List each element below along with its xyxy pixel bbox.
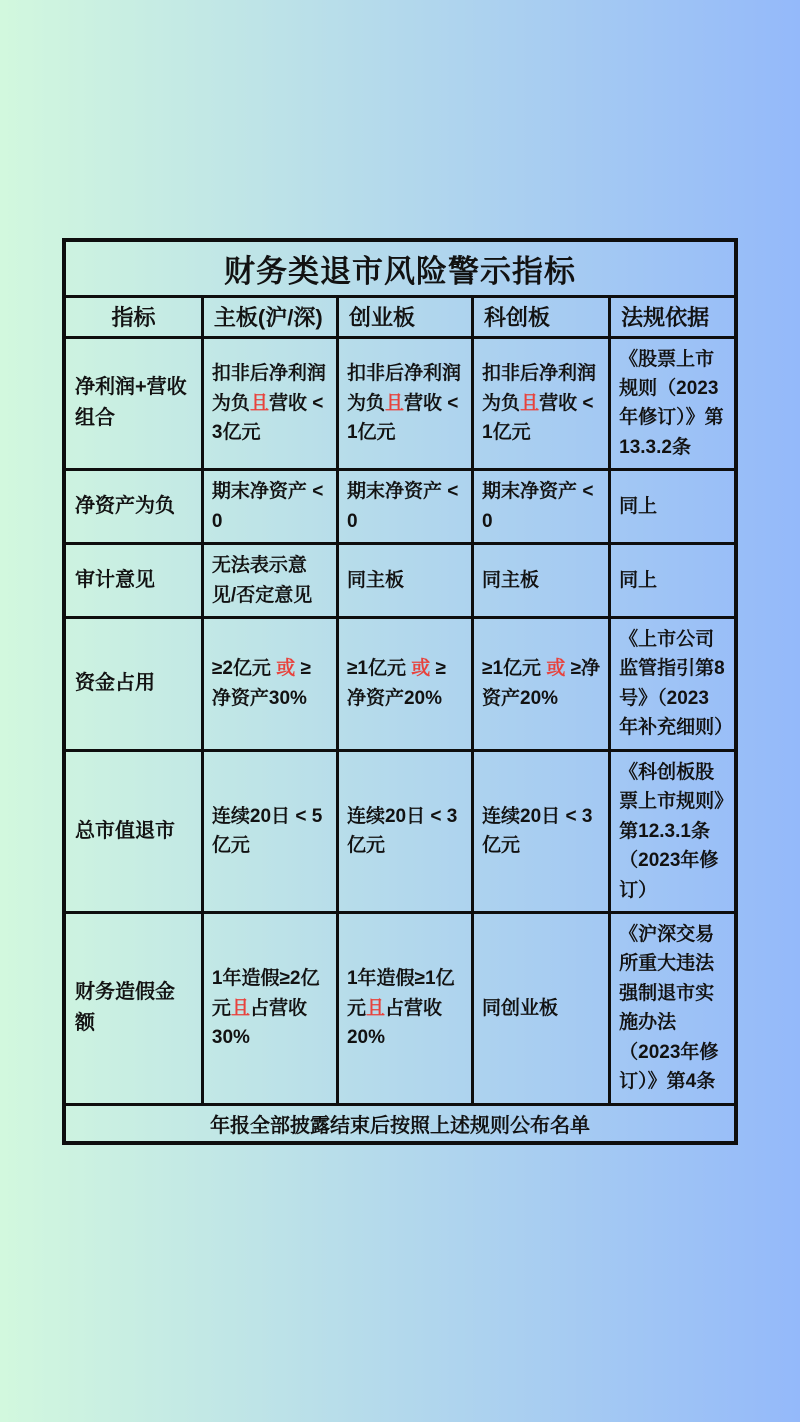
cell-mainboard: 1年造假≥2亿元且占营收30% xyxy=(202,912,337,1104)
cell-star-market: 连续20日 < 3亿元 xyxy=(473,750,610,912)
cell-legal-basis: 《科创板股票上市规则》第12.3.1条（2023年修订） xyxy=(610,750,736,912)
cell-legal-basis: 同上 xyxy=(610,470,736,544)
cell-star-market: 扣非后净利润为负且营收 < 1亿元 xyxy=(473,337,610,470)
row-label: 资金占用 xyxy=(64,618,202,751)
column-header-star-market: 科创板 xyxy=(473,296,610,337)
table-row xyxy=(64,470,736,544)
row-label: 财务造假金额 xyxy=(64,912,202,1104)
cell-mainboard: 无法表示意见/否定意见 xyxy=(202,544,337,618)
cell-chinext: 同主板 xyxy=(337,544,472,618)
cell-chinext: ≥1亿元 或 ≥净资产20% xyxy=(337,618,472,751)
table-row xyxy=(64,618,736,751)
table-header-row xyxy=(64,296,736,337)
cell-chinext: 连续20日 < 3亿元 xyxy=(337,750,472,912)
cell-mainboard: 连续20日 < 5亿元 xyxy=(202,750,337,912)
cell-chinext: 期末净资产 < 0 xyxy=(337,470,472,544)
row-label: 审计意见 xyxy=(64,544,202,618)
cell-chinext: 1年造假≥1亿元且占营收20% xyxy=(337,912,472,1104)
cell-chinext: 扣非后净利润为负且营收 < 1亿元 xyxy=(337,337,472,470)
cell-star-market: 期末净资产 < 0 xyxy=(473,470,610,544)
column-header-indicator: 指标 xyxy=(64,296,202,337)
table-title: 财务类退市风险警示指标 xyxy=(64,240,736,296)
table-row xyxy=(64,337,736,470)
table-row xyxy=(64,544,736,618)
cell-legal-basis: 《沪深交易所重大违法强制退市实施办法（2023年修订）》第4条 xyxy=(610,912,736,1104)
indicator-table xyxy=(62,238,738,1145)
cell-star-market: 同主板 xyxy=(473,544,610,618)
cell-legal-basis: 《上市公司监管指引第8号》（2023年补充细则） xyxy=(610,618,736,751)
cell-legal-basis: 《股票上市规则（2023年修订）》第13.3.2条 xyxy=(610,337,736,470)
table-footer-row xyxy=(64,1104,736,1143)
column-header-mainboard: 主板(沪/深) xyxy=(202,296,337,337)
column-header-chinext: 创业板 xyxy=(337,296,472,337)
cell-mainboard: 期末净资产 < 0 xyxy=(202,470,337,544)
cell-star-market: 同创业板 xyxy=(473,912,610,1104)
cell-mainboard: 扣非后净利润为负且营收 < 3亿元 xyxy=(202,337,337,470)
column-header-legal-basis: 法规依据 xyxy=(610,296,736,337)
table-row xyxy=(64,750,736,912)
cell-star-market: ≥1亿元 或 ≥净资产20% xyxy=(473,618,610,751)
cell-mainboard: ≥2亿元 或 ≥净资产30% xyxy=(202,618,337,751)
footer-note: 年报全部披露结束后按照上述规则公布名单 xyxy=(64,1104,736,1143)
row-label: 总市值退市 xyxy=(64,750,202,912)
table-row xyxy=(64,912,736,1104)
row-label: 净资产为负 xyxy=(64,470,202,544)
table-title-row xyxy=(64,240,736,296)
row-label: 净利润+营收组合 xyxy=(64,337,202,470)
cell-legal-basis: 同上 xyxy=(610,544,736,618)
